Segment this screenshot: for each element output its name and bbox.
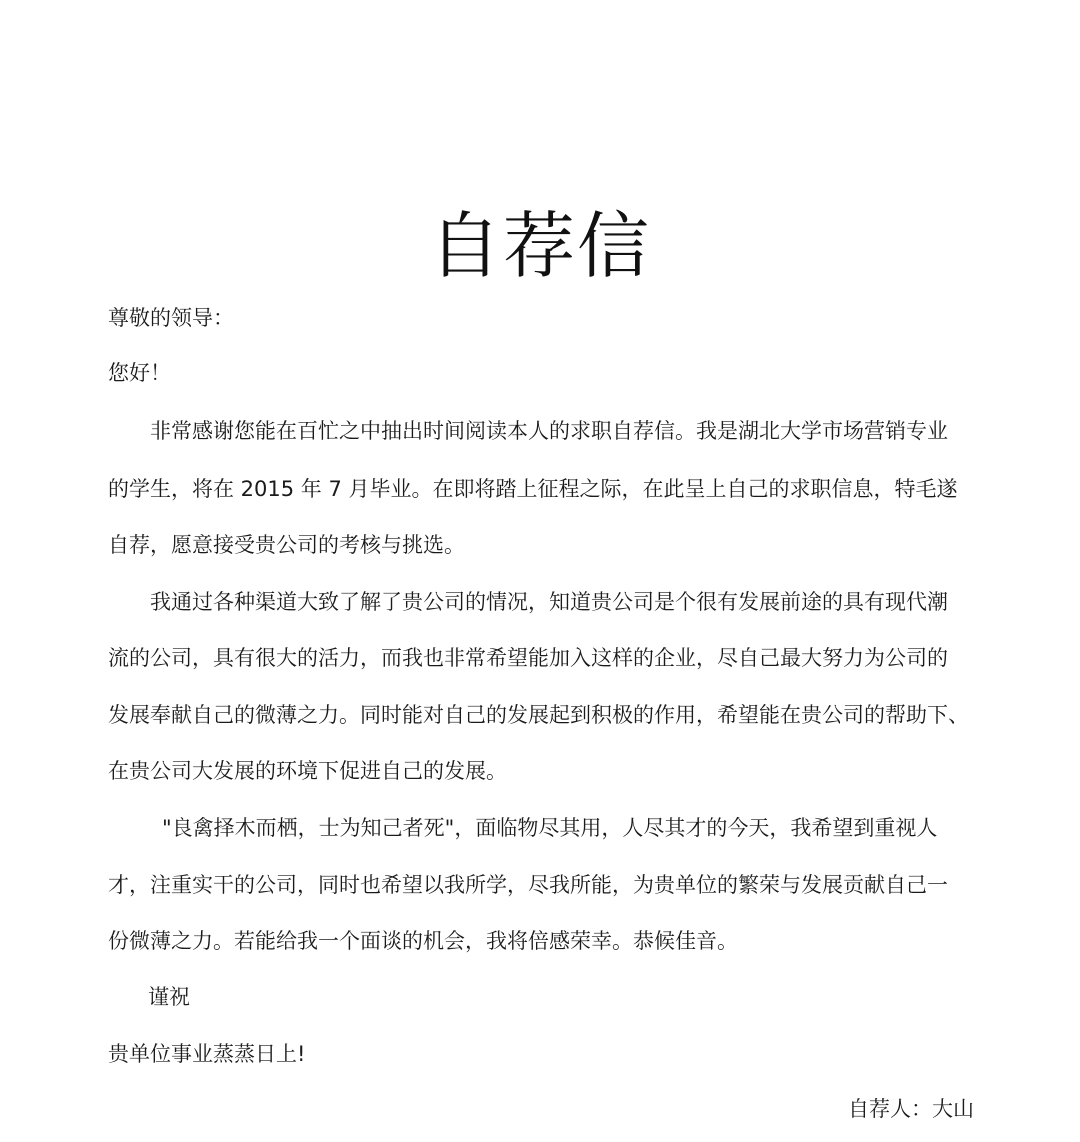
paragraph-2-line: 发展奉献自己的微薄之力。同时能对自己的发展起到积极的作用，希望能在贵公司的帮助下、 [108,703,969,727]
letter-title: 自荐信 [428,204,651,288]
paragraph-2-line: 我通过各种渠道大致了解了贵公司的情况，知道贵公司是个很有发展前途的具有现代潮 [150,590,948,614]
paragraph-2-line: 在贵公司大发展的环境下促进自己的发展。 [108,759,507,783]
closing-wish: 贵单位事业蒸蒸日上! [108,1042,306,1066]
paragraph-1-line: 的学生，将在 2015 年 7 月毕业。在即将踏上征程之际，在此呈上自己的求职信息，特毛遂 [108,477,958,501]
paragraph-1-line: 非常感谢您能在百忙之中抽出时间阅读本人的求职自荐信。我是湖北大学市场营销专业 [150,419,948,443]
greeting: 您好！ [108,361,171,385]
salutation: 尊敬的领导： [108,306,234,330]
paragraph-3-line: 份微薄之力。若能给我一个面谈的机会，我将倍感荣幸。恭候佳音。 [108,929,738,953]
paragraph-1-line: 自荐，愿意接受贵公司的考核与挑选。 [108,533,465,557]
signature: 自荐人：大山 [848,1097,974,1121]
paragraph-3-line: 才，注重实干的公司，同时也希望以我所学，尽我所能，为贵单位的繁荣与发展贡献自己一 [108,873,948,897]
paragraph-2-line: 流的公司，具有很大的活力，而我也非常希望能加入这样的企业，尽自己最大努力为公司的 [108,646,948,670]
closing: 谨祝 [148,985,190,1009]
paragraph-3-line: "良禽择木而栖，士为知己者死"，面临物尽其用，人尽其才的今天，我希望到重视人 [162,816,938,840]
